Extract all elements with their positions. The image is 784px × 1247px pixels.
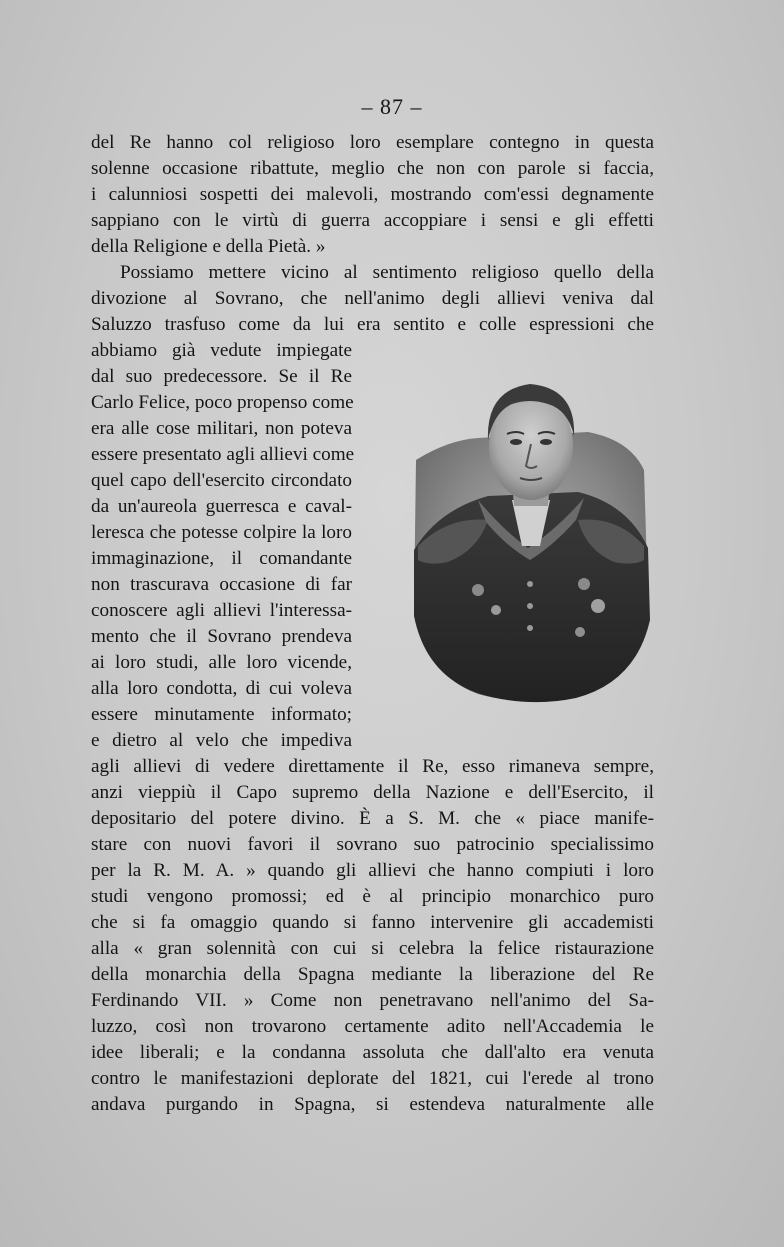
text-line: divozione al Sovrano, che nell'animo degli allievi veniva dal	[91, 288, 654, 309]
text-line: andava purgando in Spagna, si estendeva naturalmente alle	[91, 1094, 654, 1115]
text-line: essere presentato agli allievi come	[91, 444, 355, 465]
text-line: abbiamo già vedute impiegate	[91, 340, 352, 361]
text-line: idee liberali; e la condanna assoluta che dall'alto era venuta	[91, 1042, 654, 1063]
text-line: che si fa omaggio quando si fanno intervenire gli accademisti	[91, 912, 654, 933]
text-line: della monarchia della Spagna mediante la liberazione del Re	[91, 964, 654, 985]
text-line: Carlo Felice, poco propenso come	[91, 392, 354, 413]
text-line: contro le manifestazioni deplorate del 1821, cui l'erede al trono	[91, 1068, 654, 1089]
text-line: solenne occasione ribattute, meglio che non con parole si faccia,	[91, 158, 654, 179]
text-line: Ferdinando VII. » Come non penetravano nell'animo del Sa-	[91, 990, 654, 1011]
text-line: da un'aureola guerresca e caval-	[91, 496, 352, 517]
text-line: immaginazione, il comandante	[91, 548, 352, 569]
text-line: dal suo predecessore. Se il Re	[91, 366, 352, 387]
text-line: i calunniosi sospetti dei malevoli, mostrando com'essi degnamente	[91, 184, 654, 205]
portrait-of-officer-icon	[408, 370, 654, 706]
text-line: mento che il Sovrano prendeva	[91, 626, 352, 647]
text-line: alla loro condotta, di cui voleva	[91, 678, 352, 699]
text-line: per la R. M. A. » quando gli allievi che hanno compiuti i loro	[91, 860, 654, 881]
text-line: depositario del potere divino. È a S. M. che « piace manife-	[91, 808, 654, 829]
text-line: alla « gran solennità con cui si celebra la felice ristaurazione	[91, 938, 654, 959]
text-line: luzzo, così non trovarono certamente adito nell'Accademia le	[91, 1016, 654, 1037]
portrait-engraving	[408, 370, 654, 706]
text-line: Possiamo mettere vicino al sentimento religioso quello della	[120, 262, 654, 283]
text-line: anzi vieppiù il Capo supremo della Nazione e dell'Esercito, il	[91, 782, 654, 803]
page-number: – 87 –	[361, 94, 423, 119]
text-line: del Re hanno col religioso loro esemplare contegno in questa	[91, 132, 654, 153]
text-line: quel capo dell'esercito circondato	[91, 470, 352, 491]
text-line: studi vengono promossi; ed è al principio monarchico puro	[91, 886, 654, 907]
text-line: era alle cose militari, non poteva	[91, 418, 352, 439]
text-line: non trascurava occasione di far	[91, 574, 352, 595]
text-line: e dietro al velo che impediva	[91, 730, 352, 751]
text-line: Saluzzo trasfuso come da lui era sentito e colle espressioni che	[91, 314, 654, 335]
text-line: leresca che potesse colpire la loro	[91, 522, 352, 543]
text-line: stare con nuovi favori il sovrano suo patrocinio specialissimo	[91, 834, 654, 855]
text-line: della Religione e della Pietà. »	[91, 236, 326, 257]
text-line: agli allievi di vedere direttamente il Re, esso rimaneva sempre,	[91, 756, 654, 777]
text-line: ai loro studi, alle loro vicende,	[91, 652, 352, 673]
text-line: sappiano con le virtù di guerra accoppiare i sensi e gli effetti	[91, 210, 654, 231]
text-line: conoscere agli allievi l'interessa-	[91, 600, 352, 621]
text-line: essere minutamente informato;	[91, 704, 352, 725]
